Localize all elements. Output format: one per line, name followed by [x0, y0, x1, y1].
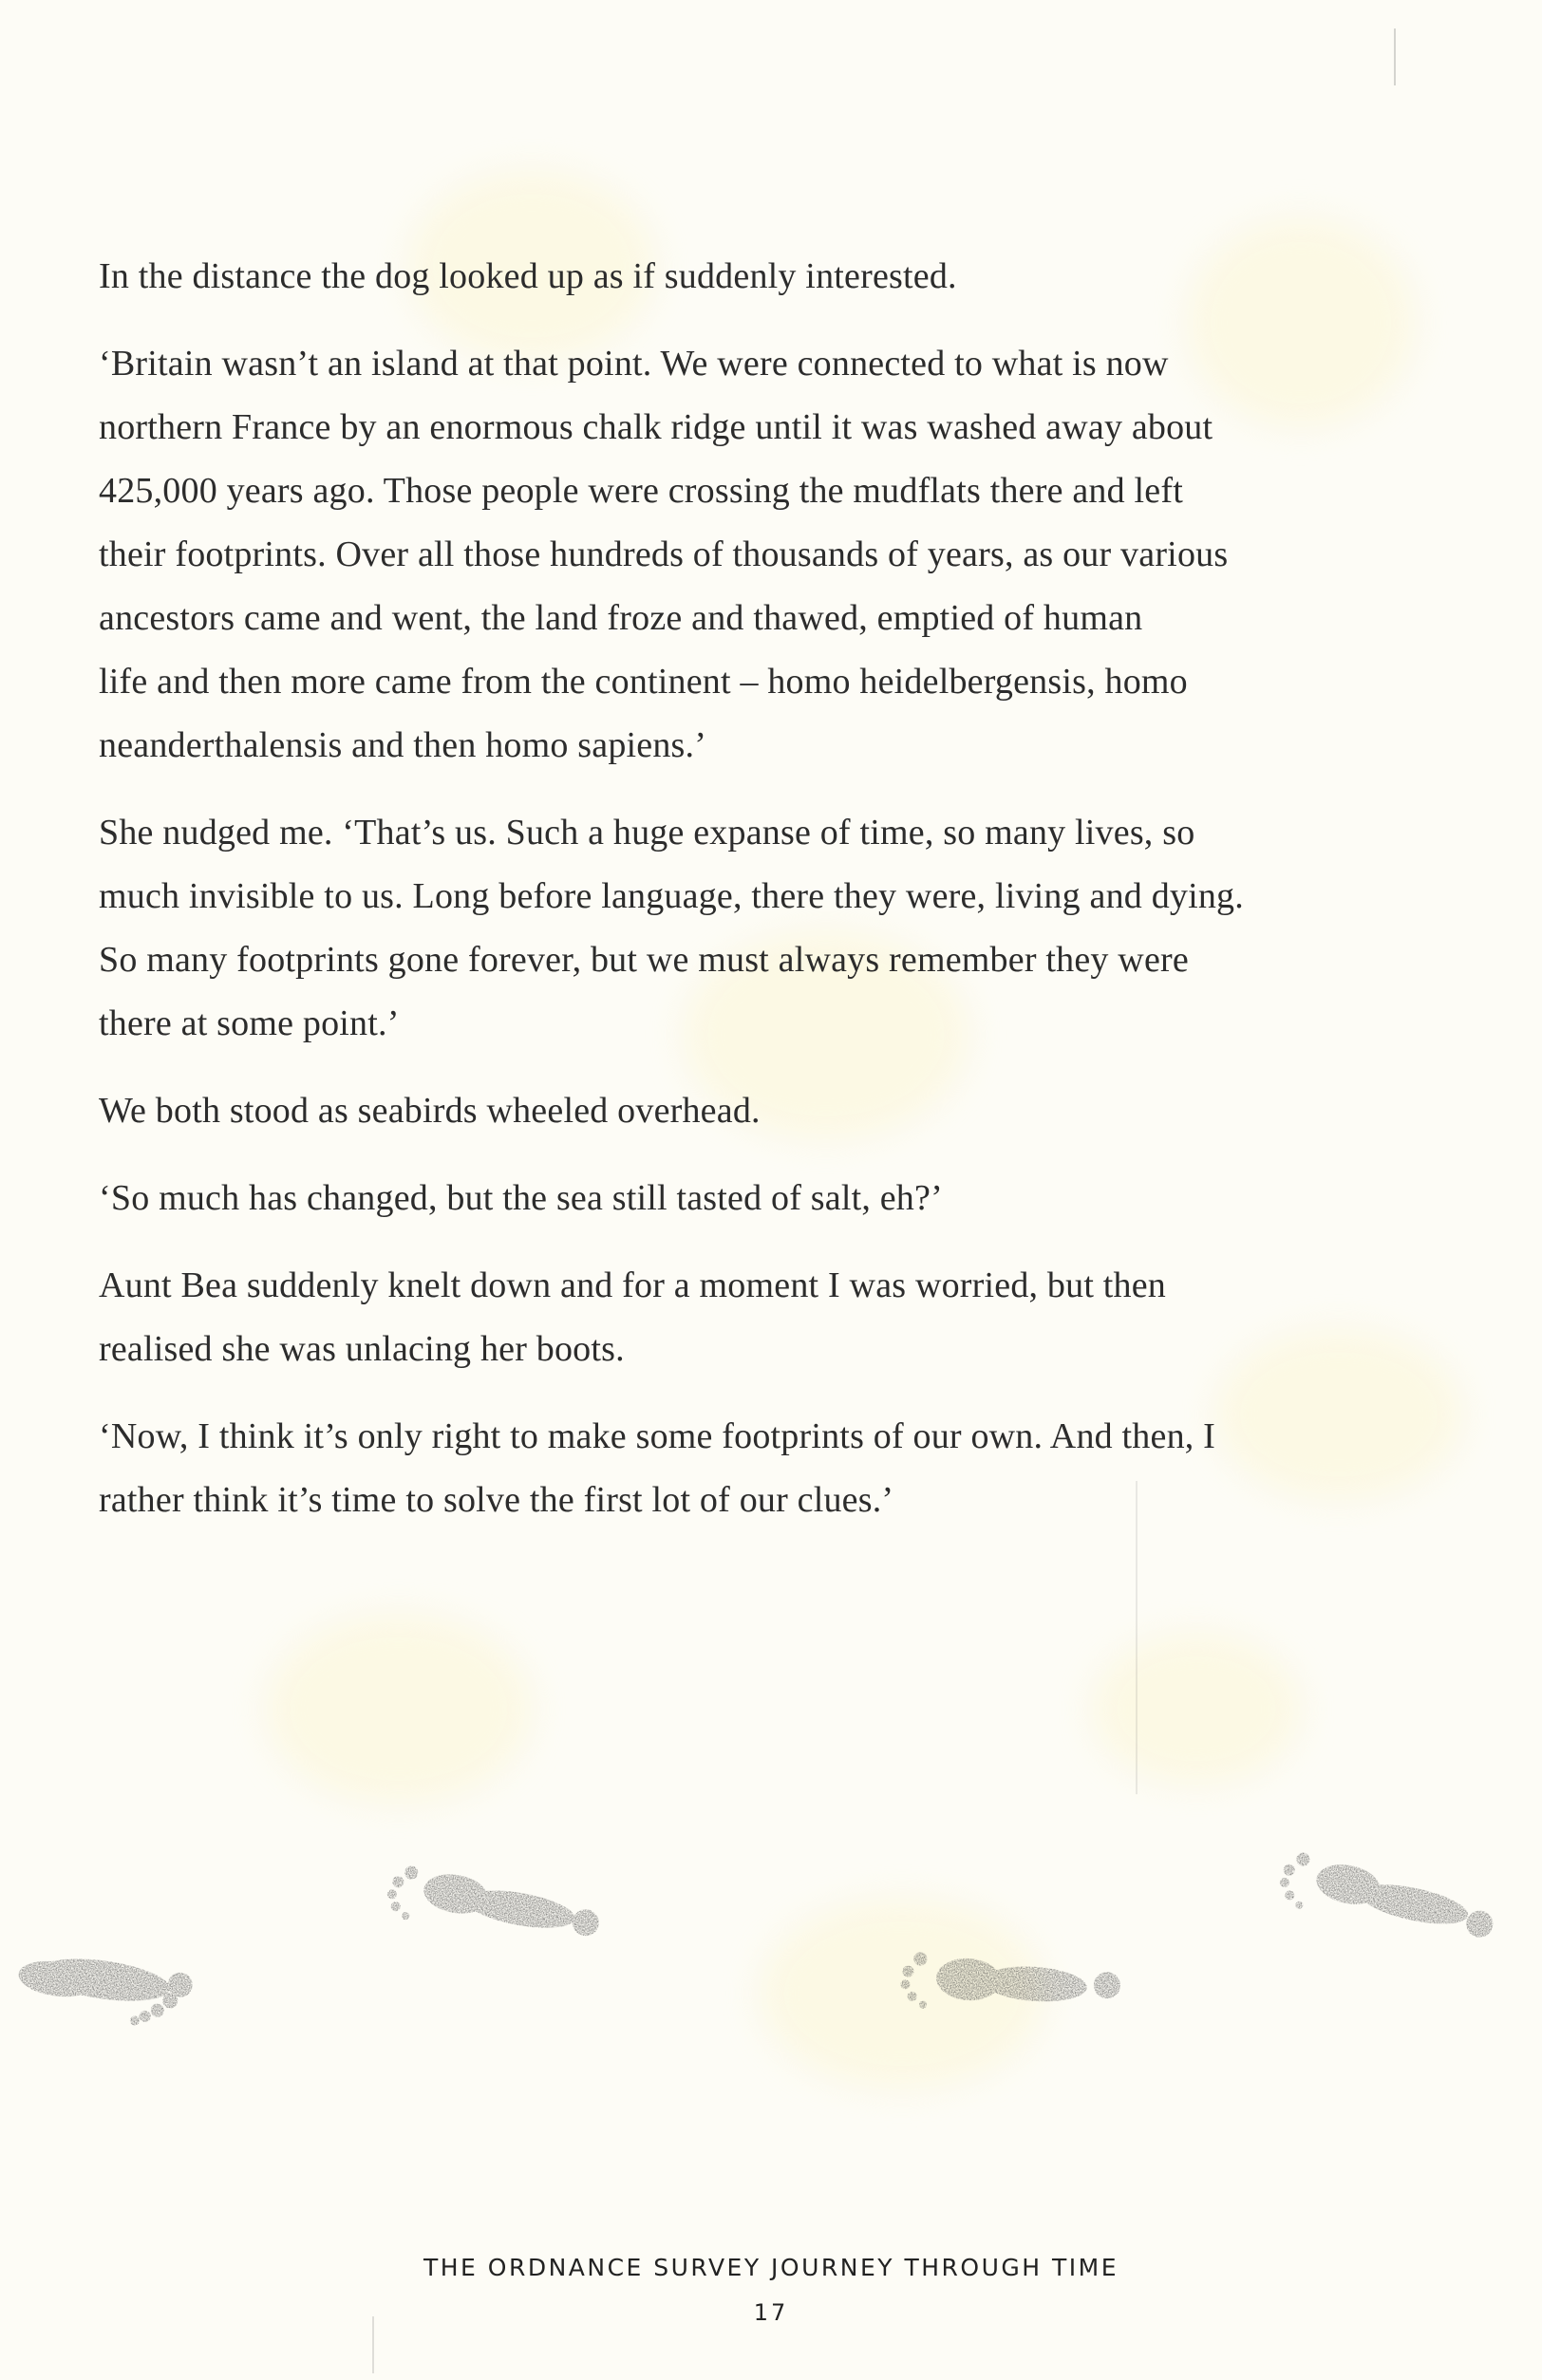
text-line: their footprints. Over all those hundreds of thousands of years, as our various	[99, 534, 1229, 574]
paper-tint	[266, 1614, 532, 1804]
text-line: much invisible to us. Long before language, there they were, living and dying.	[99, 876, 1244, 916]
paragraph	[99, 1254, 1438, 1381]
text-line: She nudged me. ‘That’s us. Such a huge expanse of time, so many lives, so	[99, 813, 1195, 853]
text-line: ‘Now, I think it’s only right to make some footprints of our own. And then, I	[99, 1416, 1216, 1456]
text-line: ancestors came and went, the land froze and thawed, emptied of human	[99, 598, 1143, 638]
text-line: ‘So much has changed, but the sea still tasted of salt, eh?’	[99, 1178, 943, 1218]
footprint-mark	[14, 1949, 195, 2033]
paragraph	[99, 332, 1438, 778]
text-line: In the distance the dog looked up as if suddenly interested.	[99, 256, 957, 296]
paragraph	[99, 1405, 1438, 1532]
body-text	[99, 245, 1438, 1556]
footprint-mark	[384, 1863, 603, 1953]
text-line: realised she was unlacing her boots.	[99, 1329, 625, 1369]
text-line: northern France by an enormous chalk ridge until it was washed away about	[99, 407, 1213, 447]
paragraph	[99, 801, 1438, 1056]
text-line: So many footprints gone forever, but we must always remember they were	[99, 940, 1189, 980]
text-line: life and then more came from the continent – homo heidelbergensis, homo	[99, 662, 1188, 702]
text-line: ‘Britain wasn’t an island at that point. We were connected to what is now	[99, 344, 1169, 384]
text-line: We both stood as seabirds wheeled overhead.	[99, 1091, 761, 1131]
text-line: rather think it’s time to solve the first lot of our clues.’	[99, 1480, 894, 1520]
scan-artifact	[1394, 28, 1396, 85]
text-line: there at some point.’	[99, 1003, 400, 1043]
text-line: 425,000 years ago. Those people were crossing the mudflats there and left	[99, 471, 1183, 511]
footprint-mark	[899, 1951, 1122, 2022]
page-number: 17	[753, 2299, 789, 2326]
paragraph	[99, 1079, 1438, 1143]
paragraph	[99, 1167, 1438, 1230]
text-line: Aunt Bea suddenly knelt down and for a moment I was worried, but then	[99, 1265, 1167, 1305]
paper-tint	[1092, 1633, 1301, 1785]
footprint-mark	[1275, 1849, 1499, 1949]
footprints-illustration	[0, 1804, 1542, 2089]
running-footer: THE ORDNANCE SURVEY JOURNEY THROUGH TIME	[423, 2254, 1119, 2281]
text-line: neanderthalensis and then homo sapiens.’	[99, 725, 707, 765]
paragraph	[99, 245, 1438, 309]
